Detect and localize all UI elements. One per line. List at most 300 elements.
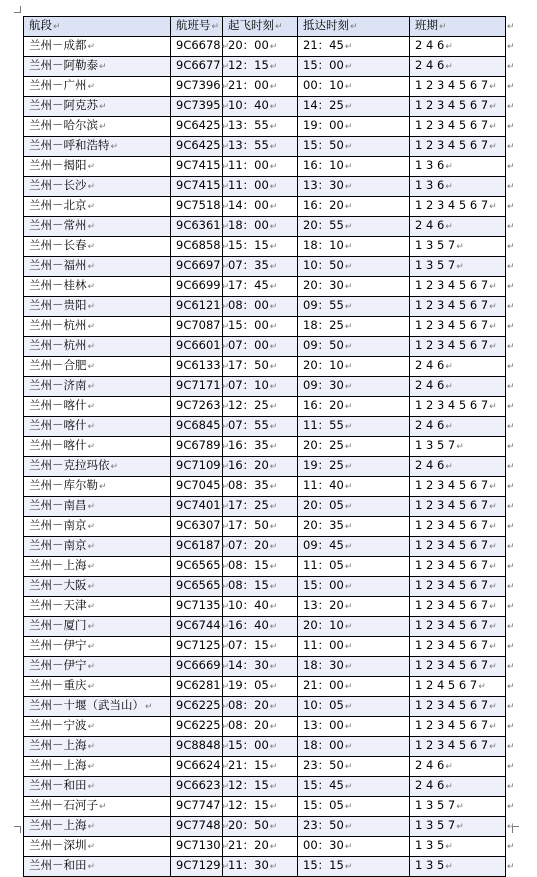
- cell-segment[interactable]: [24, 297, 171, 317]
- cell-end-mark-icon: ↵: [344, 382, 353, 392]
- cell-departure-time[interactable]: [223, 837, 298, 857]
- cell-departure-time[interactable]: [223, 157, 298, 177]
- cell-flight-number[interactable]: [171, 437, 230, 457]
- cell-arrival-time-text: 11：05: [303, 558, 344, 572]
- cell-departure-time[interactable]: [223, 437, 298, 457]
- cell-departure-time[interactable]: [223, 497, 298, 517]
- cell-schedule-days-text: 1 2 3 4 5 6 7: [415, 398, 489, 412]
- cell-flight-number[interactable]: [171, 497, 230, 517]
- cell-departure-time[interactable]: [223, 757, 298, 777]
- cell-end-mark-icon: ↵: [445, 762, 453, 772]
- row-end-mark-icon: ↵: [507, 361, 515, 372]
- cell-arrival-time[interactable]: [298, 177, 410, 197]
- cell-segment[interactable]: [24, 777, 171, 797]
- cell-departure-time[interactable]: [223, 677, 298, 697]
- row-end-mark-icon: ↵: [507, 461, 515, 472]
- cell-schedule-days[interactable]: [410, 737, 506, 757]
- cell-departure-time[interactable]: [223, 737, 298, 757]
- cell-departure-time[interactable]: [223, 697, 298, 717]
- cell-departure-time-text: 07：20: [228, 538, 269, 552]
- cell-departure-time[interactable]: [223, 857, 298, 877]
- cell-arrival-time[interactable]: [298, 317, 410, 337]
- cell-segment[interactable]: [24, 677, 171, 697]
- cell-end-mark-icon: ↵: [489, 82, 497, 92]
- cell-departure-time[interactable]: [223, 97, 298, 117]
- cell-schedule-days[interactable]: [410, 817, 506, 837]
- cell-arrival-time[interactable]: [298, 77, 410, 97]
- cell-flight-number[interactable]: [171, 537, 230, 557]
- cell-departure-time[interactable]: [223, 797, 298, 817]
- cell-segment[interactable]: [24, 597, 171, 617]
- cell-flight-number[interactable]: [171, 357, 230, 377]
- cell-arrival-time-text: 11：55: [303, 418, 344, 432]
- cell-schedule-days[interactable]: [410, 137, 506, 157]
- cell-segment[interactable]: [24, 137, 171, 157]
- cell-schedule-days[interactable]: [410, 77, 506, 97]
- cell-segment[interactable]: [24, 737, 171, 757]
- cell-arrival-time[interactable]: [298, 757, 410, 777]
- table-row: [24, 677, 506, 697]
- table-row: [24, 517, 506, 537]
- cell-end-mark-icon: ↵: [269, 582, 278, 592]
- cell-arrival-time[interactable]: [298, 217, 410, 237]
- cell-end-mark-icon: ↵: [221, 302, 230, 312]
- cell-departure-time[interactable]: [223, 637, 298, 657]
- cell-schedule-days[interactable]: [410, 157, 506, 177]
- cell-arrival-time[interactable]: [298, 337, 410, 357]
- cell-end-mark-icon: ↵: [445, 162, 453, 172]
- cell-end-mark-icon: ↵: [445, 862, 453, 872]
- cell-flight-number[interactable]: [171, 457, 230, 477]
- cell-departure-time[interactable]: [223, 317, 298, 337]
- table-row: [24, 457, 506, 477]
- table-row: [24, 137, 506, 157]
- cell-flight-number[interactable]: [171, 697, 230, 717]
- cell-flight-number[interactable]: [171, 277, 230, 297]
- cell-departure-time[interactable]: [223, 237, 298, 257]
- cell-flight-number[interactable]: [171, 557, 230, 577]
- cell-flight-number-text: 9C7415: [176, 158, 221, 172]
- cell-end-mark-icon: ↵: [445, 842, 453, 852]
- cell-flight-number[interactable]: [171, 637, 230, 657]
- cell-flight-number[interactable]: [171, 617, 230, 637]
- cell-flight-number[interactable]: [171, 577, 230, 597]
- cell-departure-time[interactable]: [223, 57, 298, 77]
- cell-arrival-time[interactable]: [298, 397, 410, 417]
- cell-arrival-time[interactable]: [298, 237, 410, 257]
- cell-departure-time[interactable]: [223, 597, 298, 617]
- cell-arrival-time[interactable]: [298, 717, 410, 737]
- cell-segment[interactable]: [24, 417, 171, 437]
- header-departure-time[interactable]: [223, 17, 298, 37]
- cell-end-mark-icon: ↵: [269, 622, 278, 632]
- cell-segment[interactable]: [24, 697, 171, 717]
- cell-segment[interactable]: [24, 837, 171, 857]
- cell-departure-time-text: 16：20: [228, 458, 269, 472]
- cell-arrival-time[interactable]: [298, 257, 410, 277]
- cell-arrival-time[interactable]: [298, 157, 410, 177]
- cell-schedule-days[interactable]: [410, 777, 506, 797]
- cell-schedule-days[interactable]: [410, 617, 506, 637]
- cell-schedule-days[interactable]: [410, 377, 506, 397]
- cell-end-mark-icon: ↵: [269, 402, 278, 412]
- cell-flight-number[interactable]: [171, 837, 230, 857]
- cell-departure-time[interactable]: [223, 517, 298, 537]
- cell-schedule-days[interactable]: [410, 857, 506, 877]
- cell-departure-time[interactable]: [223, 457, 298, 477]
- cell-arrival-time-text: 18：30: [303, 658, 344, 672]
- cell-departure-time[interactable]: [223, 397, 298, 417]
- cell-schedule-days[interactable]: [410, 257, 506, 277]
- cell-arrival-time[interactable]: [298, 737, 410, 757]
- cell-arrival-time[interactable]: [298, 537, 410, 557]
- cell-segment[interactable]: [24, 97, 171, 117]
- cell-arrival-time[interactable]: [298, 197, 410, 217]
- cell-flight-number[interactable]: [171, 337, 230, 357]
- cell-arrival-time[interactable]: [298, 297, 410, 317]
- cell-departure-time-text: 07：35: [228, 258, 269, 272]
- cell-departure-time[interactable]: [223, 557, 298, 577]
- row-end-mark-icon: ↵: [507, 301, 515, 312]
- cell-departure-time-text: 21：00: [228, 78, 269, 92]
- cell-departure-time-text: 12：25: [228, 398, 269, 412]
- cell-segment[interactable]: [24, 577, 171, 597]
- cell-arrival-time[interactable]: [298, 857, 410, 877]
- cell-segment[interactable]: [24, 557, 171, 577]
- cell-flight-number[interactable]: [171, 77, 230, 97]
- cell-flight-number[interactable]: [171, 37, 230, 57]
- cell-departure-time[interactable]: [223, 137, 298, 157]
- cell-schedule-days[interactable]: [410, 477, 506, 497]
- cell-departure-time[interactable]: [223, 257, 298, 277]
- cell-flight-number[interactable]: [171, 117, 230, 137]
- cell-departure-time[interactable]: [223, 77, 298, 97]
- cell-segment-text: 兰州－广州: [29, 78, 87, 92]
- cell-departure-time[interactable]: [223, 37, 298, 57]
- cell-schedule-days[interactable]: [410, 37, 506, 57]
- cell-arrival-time[interactable]: [298, 617, 410, 637]
- cell-schedule-days[interactable]: [410, 757, 506, 777]
- cell-arrival-time[interactable]: [298, 417, 410, 437]
- cell-flight-number-text: 9C6133: [176, 358, 221, 372]
- cell-flight-number[interactable]: [171, 797, 230, 817]
- table-row: [24, 717, 506, 737]
- cell-segment[interactable]: [24, 797, 171, 817]
- cell-schedule-days[interactable]: [410, 797, 506, 817]
- cell-schedule-days[interactable]: [410, 717, 506, 737]
- cell-flight-number[interactable]: [171, 217, 230, 237]
- cell-schedule-days[interactable]: [410, 557, 506, 577]
- cell-segment[interactable]: [24, 77, 171, 97]
- cell-flight-number[interactable]: [171, 477, 230, 497]
- cell-schedule-days[interactable]: [410, 277, 506, 297]
- cell-segment-text: 兰州－和田: [29, 778, 87, 792]
- flight-schedule-table[interactable]: [23, 16, 506, 877]
- cell-segment[interactable]: [24, 117, 171, 137]
- cell-segment[interactable]: [24, 37, 171, 57]
- cell-segment[interactable]: [24, 357, 171, 377]
- cell-end-mark-icon: ↵: [489, 582, 497, 592]
- cell-flight-number[interactable]: [171, 97, 230, 117]
- cell-end-mark-icon: ↵: [344, 302, 353, 312]
- cell-segment[interactable]: [24, 257, 171, 277]
- cell-arrival-time[interactable]: [298, 557, 410, 577]
- cell-arrival-time[interactable]: [298, 37, 410, 57]
- cell-schedule-days-text: 1 3 5 7: [415, 438, 456, 452]
- table-header-row: [24, 17, 506, 37]
- cell-segment[interactable]: [24, 457, 171, 477]
- cell-arrival-time[interactable]: [298, 637, 410, 657]
- cell-segment[interactable]: [24, 537, 171, 557]
- cell-flight-number[interactable]: [171, 737, 230, 757]
- table-row: [24, 837, 506, 857]
- cell-segment[interactable]: [24, 237, 171, 257]
- cell-schedule-days[interactable]: [410, 677, 506, 697]
- cell-arrival-time[interactable]: [298, 497, 410, 517]
- cell-segment[interactable]: [24, 477, 171, 497]
- cell-flight-number[interactable]: [171, 197, 230, 217]
- cell-segment[interactable]: [24, 337, 171, 357]
- cell-departure-time[interactable]: [223, 717, 298, 737]
- cell-schedule-days-text: 1 2 3 4 5 6 7: [415, 338, 489, 352]
- cell-arrival-time[interactable]: [298, 777, 410, 797]
- cell-segment[interactable]: [24, 517, 171, 537]
- cell-departure-time[interactable]: [223, 217, 298, 237]
- cell-arrival-time[interactable]: [298, 277, 410, 297]
- cell-flight-number[interactable]: [171, 597, 230, 617]
- table-row: [24, 557, 506, 577]
- cell-arrival-time[interactable]: [298, 657, 410, 677]
- cell-segment-text: 兰州－库尔勒: [29, 478, 98, 492]
- cell-schedule-days[interactable]: [410, 237, 506, 257]
- cell-departure-time[interactable]: [223, 357, 298, 377]
- cell-arrival-time[interactable]: [298, 117, 410, 137]
- cell-departure-time[interactable]: [223, 417, 298, 437]
- cell-schedule-days[interactable]: [410, 657, 506, 677]
- cell-departure-time[interactable]: [223, 197, 298, 217]
- cell-end-mark-icon: ↵: [221, 382, 230, 392]
- cell-segment-text: 兰州－上海: [29, 818, 87, 832]
- row-end-mark-icon: ↵: [507, 841, 515, 852]
- cell-arrival-time-text: 16：10: [303, 158, 344, 172]
- cell-segment[interactable]: [24, 397, 171, 417]
- header-schedule-days[interactable]: [410, 17, 506, 37]
- cell-schedule-days-text: 2 4 6: [415, 758, 445, 772]
- cell-departure-time[interactable]: [223, 777, 298, 797]
- cell-end-mark-icon: ↵: [344, 762, 353, 772]
- cell-end-mark-icon: ↵: [269, 762, 278, 772]
- cell-arrival-time[interactable]: [298, 597, 410, 617]
- cell-end-mark-icon: ↵: [269, 42, 278, 52]
- cell-schedule-days[interactable]: [410, 117, 506, 137]
- cell-schedule-days[interactable]: [410, 97, 506, 117]
- cell-schedule-days[interactable]: [410, 577, 506, 597]
- cell-flight-number[interactable]: [171, 397, 230, 417]
- cell-arrival-time[interactable]: [298, 357, 410, 377]
- cell-segment[interactable]: [24, 617, 171, 637]
- cell-arrival-time[interactable]: [298, 577, 410, 597]
- cell-flight-number[interactable]: [171, 57, 230, 77]
- header-arrival-time[interactable]: [298, 17, 410, 37]
- cell-flight-number[interactable]: [171, 777, 230, 797]
- cell-schedule-days[interactable]: [410, 177, 506, 197]
- cell-arrival-time-text: 18：10: [303, 238, 344, 252]
- table-row: [24, 357, 506, 377]
- cell-schedule-days[interactable]: [410, 357, 506, 377]
- cell-schedule-days-text: 1 2 3 4 5 6 7: [415, 658, 489, 672]
- cell-flight-number[interactable]: [171, 817, 230, 837]
- cell-segment[interactable]: [24, 497, 171, 517]
- cell-flight-number[interactable]: [171, 677, 230, 697]
- cell-flight-number[interactable]: [171, 137, 230, 157]
- cell-arrival-time[interactable]: [298, 377, 410, 397]
- cell-departure-time-text: 16：40: [228, 618, 269, 632]
- cell-segment[interactable]: [24, 657, 171, 677]
- cell-flight-number[interactable]: [171, 237, 230, 257]
- cell-flight-number[interactable]: [171, 297, 230, 317]
- cell-segment-text: 兰州－杭州: [29, 338, 87, 352]
- cell-flight-number[interactable]: [171, 857, 230, 877]
- cell-departure-time[interactable]: [223, 477, 298, 497]
- cell-departure-time[interactable]: [223, 337, 298, 357]
- cell-departure-time[interactable]: [223, 177, 298, 197]
- cell-arrival-time[interactable]: [298, 457, 410, 477]
- cell-schedule-days[interactable]: [410, 297, 506, 317]
- cell-schedule-days[interactable]: [410, 337, 506, 357]
- cell-arrival-time[interactable]: [298, 477, 410, 497]
- cell-flight-number[interactable]: [171, 657, 230, 677]
- cell-schedule-days[interactable]: [410, 697, 506, 717]
- crop-mark-bottom-left: [14, 826, 21, 833]
- cell-segment[interactable]: [24, 637, 171, 657]
- cell-schedule-days[interactable]: [410, 537, 506, 557]
- cell-departure-time[interactable]: [223, 117, 298, 137]
- cell-schedule-days[interactable]: [410, 837, 506, 857]
- cell-end-mark-icon: ↵: [489, 742, 497, 752]
- cell-end-mark-icon: ↵: [489, 502, 497, 512]
- cell-segment[interactable]: [24, 437, 171, 457]
- cell-segment[interactable]: [24, 177, 171, 197]
- cell-arrival-time-text: 10：05: [303, 698, 344, 712]
- cell-schedule-days[interactable]: [410, 397, 506, 417]
- cell-flight-number-text: 9C6845: [176, 418, 221, 432]
- cell-arrival-time[interactable]: [298, 97, 410, 117]
- cell-flight-number[interactable]: [171, 717, 230, 737]
- cell-flight-number[interactable]: [171, 517, 230, 537]
- cell-departure-time[interactable]: [223, 657, 298, 677]
- cell-schedule-days[interactable]: [410, 517, 506, 537]
- cell-flight-number-text: 9C7109: [176, 458, 221, 472]
- cell-end-mark-icon: ↵: [344, 282, 353, 292]
- cell-segment[interactable]: [24, 717, 171, 737]
- header-flight-number[interactable]: [171, 17, 223, 37]
- row-end-mark-icon: ↵: [507, 721, 515, 732]
- cell-end-mark-icon: ↵: [53, 22, 61, 32]
- cell-segment[interactable]: [24, 857, 171, 877]
- cell-schedule-days[interactable]: [410, 597, 506, 617]
- cell-segment[interactable]: [24, 157, 171, 177]
- cell-arrival-time[interactable]: [298, 437, 410, 457]
- cell-flight-number[interactable]: [171, 417, 230, 437]
- header-segment[interactable]: [24, 17, 171, 37]
- cell-schedule-days[interactable]: [410, 437, 506, 457]
- cell-arrival-time[interactable]: [298, 137, 410, 157]
- row-end-mark-icon: ↵: [507, 241, 515, 252]
- cell-flight-number[interactable]: [171, 757, 230, 777]
- cell-segment-text: 兰州－长沙: [29, 178, 87, 192]
- cell-segment[interactable]: [24, 57, 171, 77]
- cell-arrival-time[interactable]: [298, 697, 410, 717]
- cell-segment[interactable]: [24, 317, 171, 337]
- row-end-mark-icon: ↵: [507, 121, 515, 132]
- cell-departure-time-text: 10：40: [228, 98, 269, 112]
- table-row: [24, 337, 506, 357]
- cell-end-mark-icon: ↵: [439, 22, 447, 32]
- cell-departure-time[interactable]: [223, 537, 298, 557]
- cell-schedule-days[interactable]: [410, 57, 506, 77]
- cell-end-mark-icon: ↵: [344, 682, 353, 692]
- cell-departure-time[interactable]: [223, 277, 298, 297]
- cell-flight-number[interactable]: [171, 317, 230, 337]
- cell-arrival-time[interactable]: [298, 817, 410, 837]
- cell-arrival-time-text: 09：50: [303, 338, 344, 352]
- cell-schedule-days[interactable]: [410, 637, 506, 657]
- cell-schedule-days[interactable]: [410, 197, 506, 217]
- cell-schedule-days[interactable]: [410, 317, 506, 337]
- cell-arrival-time[interactable]: [298, 837, 410, 857]
- cell-departure-time[interactable]: [223, 577, 298, 597]
- cell-schedule-days[interactable]: [410, 217, 506, 237]
- table-row: [24, 97, 506, 117]
- cell-end-mark-icon: ↵: [221, 842, 230, 852]
- cell-schedule-days[interactable]: [410, 497, 506, 517]
- table-row: [24, 817, 506, 837]
- cell-segment[interactable]: [24, 217, 171, 237]
- cell-departure-time[interactable]: [223, 617, 298, 637]
- cell-flight-number[interactable]: [171, 157, 230, 177]
- cell-departure-time-text: 11：00: [228, 178, 269, 192]
- cell-segment[interactable]: [24, 277, 171, 297]
- cell-segment[interactable]: [24, 757, 171, 777]
- cell-segment[interactable]: [24, 197, 171, 217]
- table-row: [24, 617, 506, 637]
- cell-segment-text: 兰州－克拉玛依: [29, 458, 110, 472]
- cell-flight-number[interactable]: [171, 377, 230, 397]
- row-end-mark-icon: ↵: [507, 421, 515, 432]
- cell-arrival-time[interactable]: [298, 517, 410, 537]
- cell-schedule-days[interactable]: [410, 417, 506, 437]
- cell-flight-number[interactable]: [171, 257, 230, 277]
- cell-arrival-time[interactable]: [298, 797, 410, 817]
- cell-schedule-days[interactable]: [410, 457, 506, 477]
- cell-end-mark-icon: ↵: [344, 122, 353, 132]
- cell-segment[interactable]: [24, 817, 171, 837]
- cell-end-mark-icon: ↵: [269, 362, 278, 372]
- cell-segment-text: 兰州－喀什: [29, 398, 87, 412]
- cell-flight-number[interactable]: [171, 177, 230, 197]
- cell-segment[interactable]: [24, 377, 171, 397]
- cell-departure-time[interactable]: [223, 817, 298, 837]
- cell-segment-text: 兰州－哈尔滨: [29, 118, 98, 132]
- cell-end-mark-icon: ↵: [87, 382, 96, 392]
- cell-end-mark-icon: ↵: [221, 782, 230, 792]
- cell-end-mark-icon: ↵: [87, 422, 96, 432]
- cell-departure-time[interactable]: [223, 377, 298, 397]
- cell-departure-time[interactable]: [223, 297, 298, 317]
- cell-arrival-time[interactable]: [298, 57, 410, 77]
- cell-arrival-time[interactable]: [298, 677, 410, 697]
- cell-flight-number-text: 9C7395: [176, 98, 221, 112]
